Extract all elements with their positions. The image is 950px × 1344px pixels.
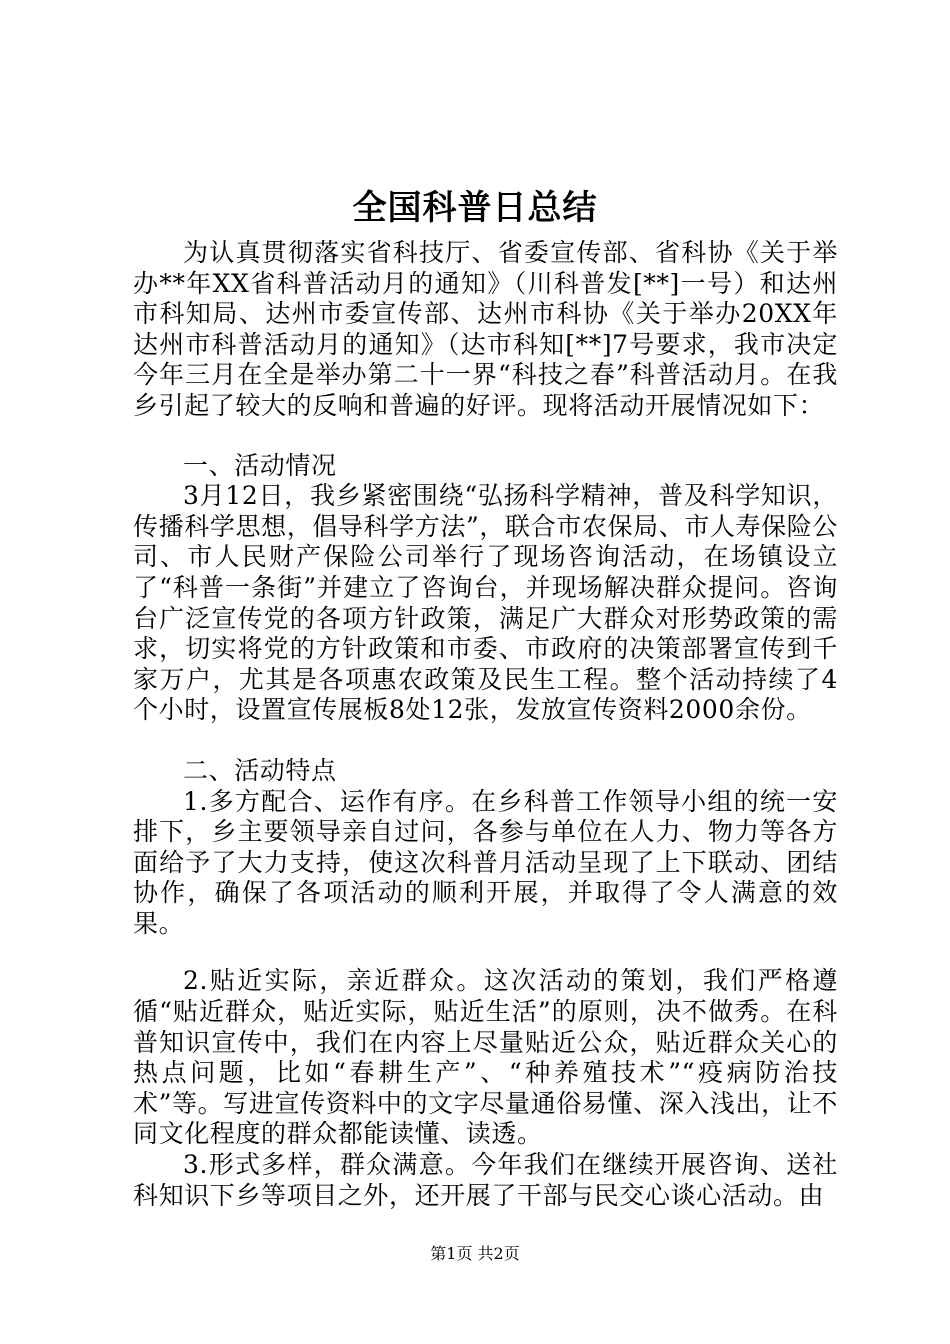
section-heading-features: 二、活动特点: [183, 755, 337, 785]
intro-paragraph: 为认真贯彻落实省科技厅、省委宣传部、省科协《关于举办**年XX省科普活动月的通知》（川科普发[**]一号）和达州市科知局、达州市委宣传部、达州市科协《关于举办20XX年达州市科普活动月的通知》（达市科知[**]7号要求，我市决定今年三月在全是举办第二十一界“科技之春”科普活动月。在我乡引起了较大的反响和普遍的好评。现将活动开展情况如下：: [133, 238, 838, 420]
page-number-footer: 第1页 共2页: [430, 1244, 520, 1263]
paragraph-spacer: [133, 422, 838, 451]
paragraph-spacer: [133, 939, 838, 966]
section-body-activities: 3月12日，我乡紧密围绕“弘扬科学精神，普及科学知识，传播科学思想，倡导科学方法”，联合市农保局、市人寿保险公司、市人民财产保险公司举行了现场咨询活动，在场镇设立了“科普一条街”并建立了咨询台，并现场解决群众提问。咨询台广泛宣传党的各项方针政策，满足广大群众对形势政策的需求，切实将党的方针政策和市委、市政府的决策部署宣传到千家万户，尤其是各项惠农政策及民生工程。整个活动持续了4个小时，设置宣传展板8处12张，发放宣传资料2000余份。: [133, 481, 838, 725]
feature-point-3: 3.形式多样，群众满意。今年我们在继续开展咨询、送社科知识下乡等项目之外，还开展了干部与民交心谈心活动。由: [133, 1150, 838, 1210]
feature-point-2: 2.贴近实际，亲近群众。这次活动的策划，我们严格遵循“贴近群众，贴近实际，贴近生活”的原则，决不做秀。在科普知识宣传中，我们在内容上尽量贴近公众，贴近群众关心的热点问题，比如“春耕生产”、“种养殖技术”“疫病防治技术”等。写进宣传资料中的文字尽量通俗易懂、深入浅出，让不同文化程度的群众都能读懂、读透。: [133, 966, 838, 1149]
section-heading-activities: 一、活动情况: [183, 450, 337, 480]
document-body: [133, 238, 838, 1211]
feature-point-1: 1.多方配合、运作有序。在乡科普工作领导小组的统一安排下，乡主要领导亲自过问，各参与单位在人力、物力等各方面给予了大力支持，使这次科普月活动呈现了上下联动、团结协作，确保了各项活动的顺利开展，并取得了令人满意的效果。: [133, 786, 838, 938]
document-title: 全国科普日总结: [352, 188, 598, 228]
paragraph-spacer: [133, 726, 838, 756]
